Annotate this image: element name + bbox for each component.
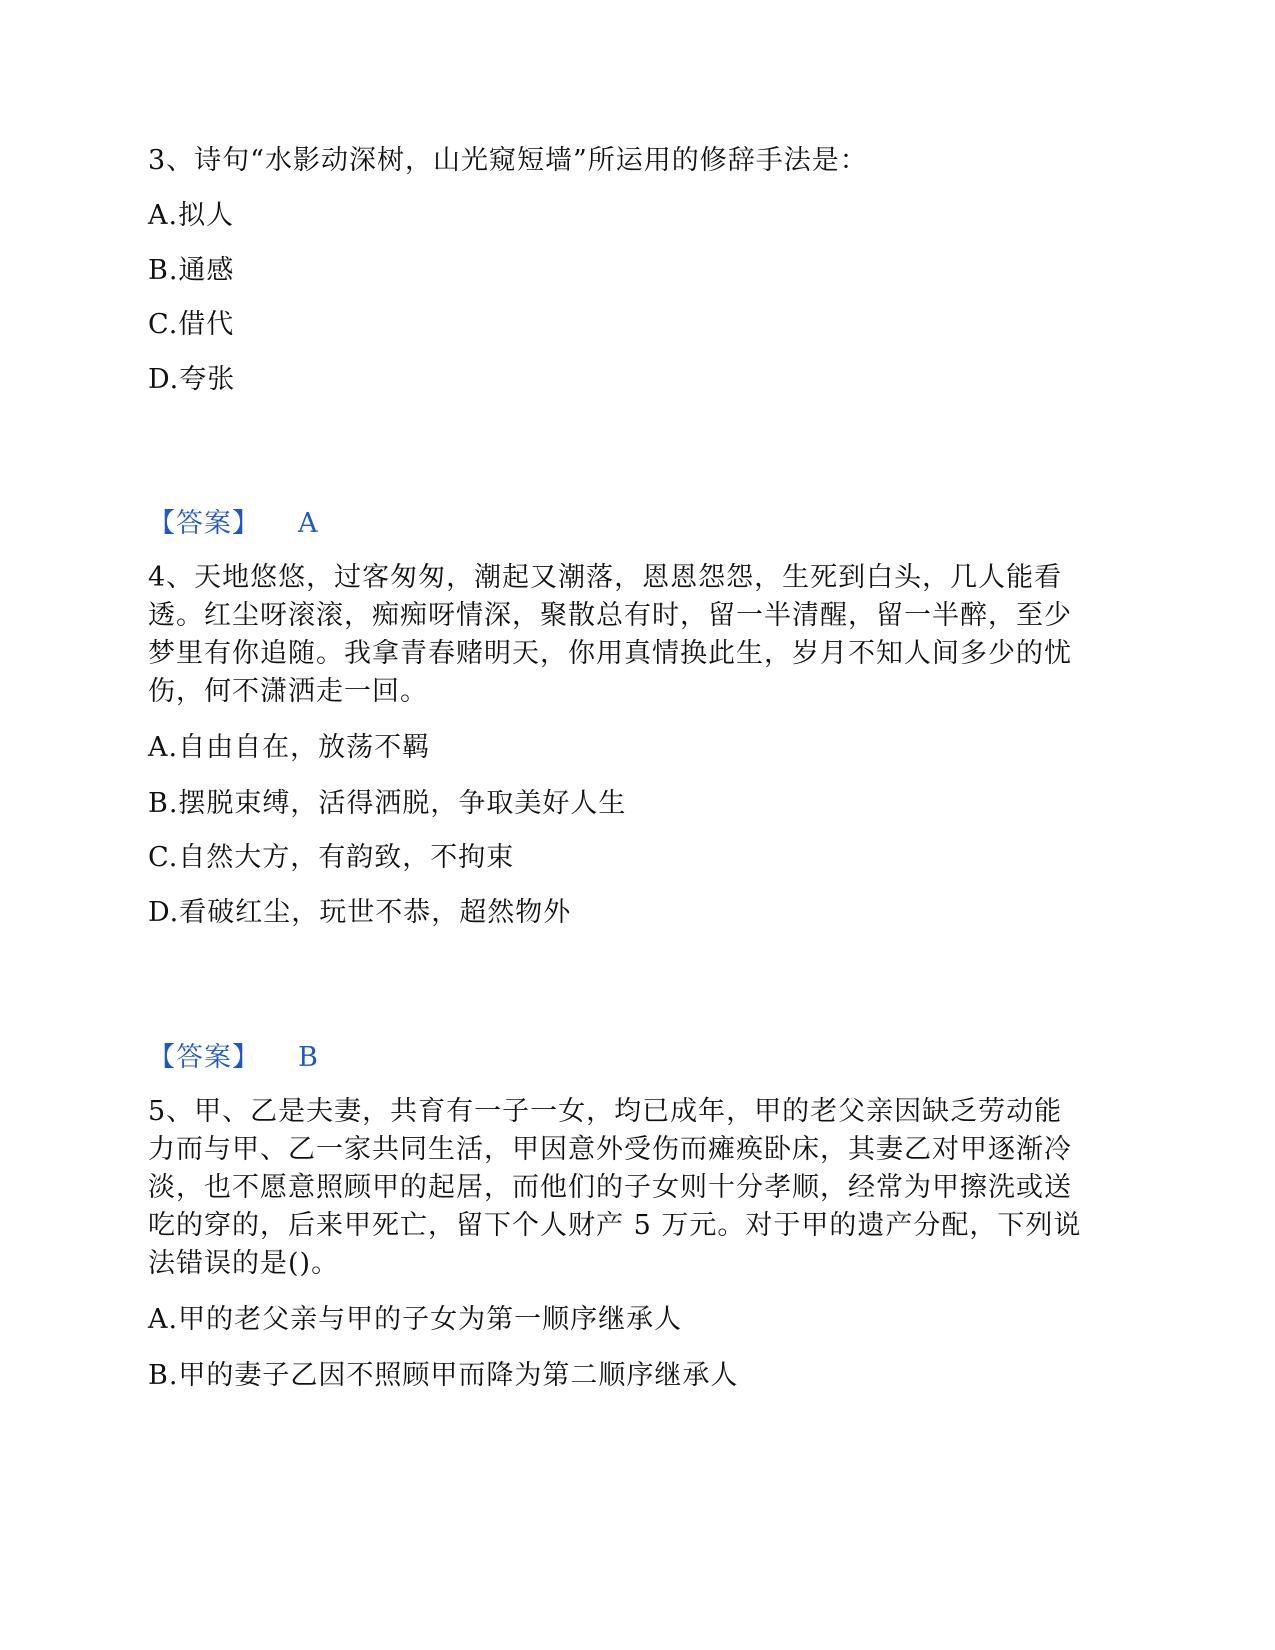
question-5-option-a: A.甲的老父亲与甲的子女为第一顺序继承人 xyxy=(148,1304,683,1335)
answer-tag: 【答案】 xyxy=(148,1042,260,1073)
answer-value: B xyxy=(298,1042,319,1073)
question-3-option-d: D.夸张 xyxy=(148,364,236,395)
question-4-stem-line-2: 透。红尘呀滚滚，痴痴呀情深，聚散总有时，留一半清醒，留一半醉，至少 xyxy=(148,600,1072,631)
question-5-stem-line-1: 5、甲、乙是夫妻，共育有一子一女，均已成年，甲的老父亲因缺乏劳动能 xyxy=(148,1096,1063,1127)
question-3-stem: 3、诗句“水影动深树，山光窥短墙”所运用的修辞手法是： xyxy=(148,145,868,176)
question-5-option-b: B.甲的妻子乙因不照顾甲而降为第二顺序继承人 xyxy=(148,1360,739,1391)
question-4-option-c: C.自然大方，有韵致，不拘束 xyxy=(148,842,515,873)
question-4-option-d: D.看破红尘，玩世不恭，超然物外 xyxy=(148,897,572,928)
question-3-option-b: B.通感 xyxy=(148,255,235,286)
question-4-answer xyxy=(148,1040,319,1075)
question-4-option-a: A.自由自在，放荡不羁 xyxy=(148,732,431,763)
question-4-stem-line-3: 梦里有你追随。我拿青春赌明天，你用真情换此生，岁月不知人间多少的忧 xyxy=(148,638,1072,669)
question-4-stem-line-4: 伤，何不潇洒走一回。 xyxy=(148,676,428,707)
question-3-option-c: C.借代 xyxy=(148,309,235,340)
question-5-stem-line-4: 吃的穿的，后来甲死亡，留下个人财产 5 万元。对于甲的遗产分配，下列说 xyxy=(148,1210,1082,1241)
question-4-option-b: B.摆脱束缚，活得洒脱，争取美好人生 xyxy=(148,788,627,819)
question-5-stem-line-3: 淡，也不愿意照顾甲的起居，而他们的子女则十分孝顺，经常为甲擦洗或送 xyxy=(148,1172,1072,1203)
question-4-stem-line-1: 4、天地悠悠，过客匆匆，潮起又潮落，恩恩怨怨，生死到白头，几人能看 xyxy=(148,562,1063,593)
question-3-option-a: A.拟人 xyxy=(148,200,235,231)
answer-tag: 【答案】 xyxy=(148,508,260,539)
answer-value: A xyxy=(298,508,319,539)
question-5-stem-line-5: 法错误的是()。 xyxy=(148,1248,340,1279)
question-3-answer xyxy=(148,506,319,541)
question-5-stem-line-2: 力而与甲、乙一家共同生活，甲因意外受伤而瘫痪卧床，其妻乙对甲逐渐冷 xyxy=(148,1134,1072,1165)
